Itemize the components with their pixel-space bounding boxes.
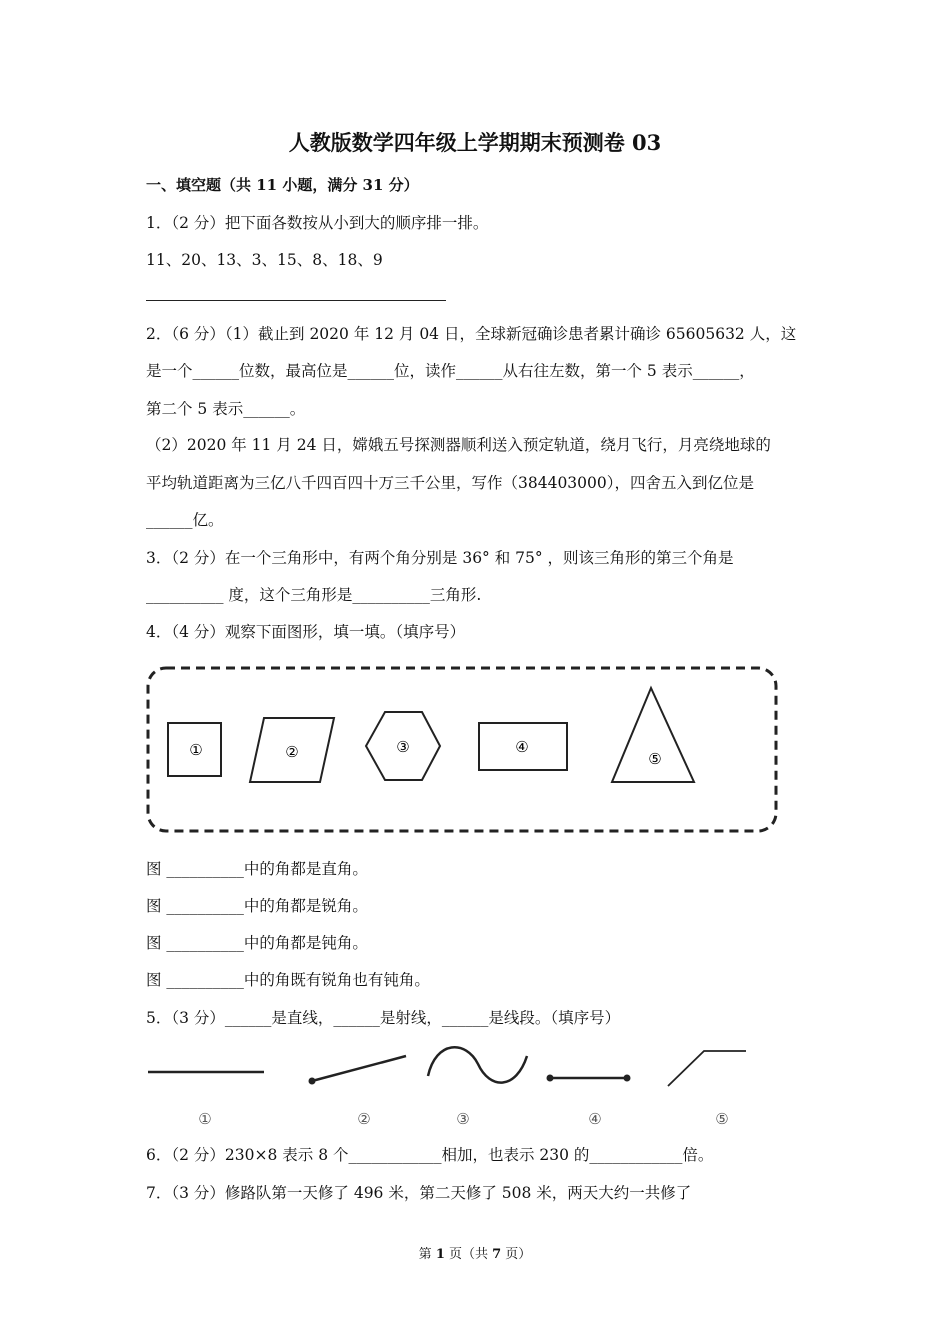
line-label-5: ⑤ [715,1110,729,1128]
line-figure-5 [668,1051,746,1086]
question-2-line-3: 第二个 5 表示______。 [146,400,306,418]
question-4-blank-mixed-angles: 图 __________中的角既有锐角也有钝角。 [146,971,430,989]
question-2-line-6: ______亿。 [146,511,224,529]
footer-middle: 页（共 [444,1247,493,1262]
shape-label-2: ② [285,743,299,761]
section-heading: 一、填空题（共 11 小题，满分 31 分） [146,176,419,194]
line-label-1: ① [198,1110,212,1128]
question-2-line-5: 平均轨道距离为三亿八千四百四十万三千公里，写作（384403000），四舍五入到亿位是 [146,474,755,492]
shape-label-5: ⑤ [648,750,662,768]
page-title: 人教版数学四年级上学期期末预测卷 03 [288,130,662,155]
question-4-blank-right-angles: 图 __________中的角都是直角。 [146,860,368,878]
question-2-line-1: 2．（6 分）（1）截止到 2020 年 12 月 04 日，全球新冠确诊患者累计确诊 65605632 人，这 [146,325,797,343]
shape-label-1: ① [189,741,203,759]
question-4-blank-acute-angles: 图 __________中的角都是锐角。 [146,897,368,915]
question-2-line-4: （2）2020 年 11 月 24 日，嫦娥五号探测器顺利送入预定轨道，绕月飞行，月亮绕地球的 [146,436,771,454]
question-5-text: 5．（3 分）______是直线，______是射线，______是线段。（填序号） [146,1009,621,1027]
question-7-text: 7．（3 分）修路队第一天修了 496 米，第二天修了 508 米，两天大约一共修了 [146,1184,692,1202]
line-figure-2 [312,1056,406,1081]
question-3-line-2: __________ 度，这个三角形是__________三角形. [146,586,482,604]
footer-total-pages: 7 [492,1247,502,1262]
line-label-2: ② [357,1110,371,1128]
line-label-4: ④ [588,1110,602,1128]
shape-label-4: ④ [515,738,529,756]
question-1-numbers: 11、20、13、3、15、8、18、9 [146,251,383,269]
footer-prefix: 第 [418,1247,436,1262]
question-3-line-1: 3．（2 分）在一个三角形中，有两个角分别是 36° 和 75° ，则该三角形的第三个角是 [146,549,734,567]
question-4-blank-obtuse-angles: 图 __________中的角都是钝角。 [146,934,368,952]
question-2-line-2: 是一个______位数，最高位是______位，读作______从右往左数，第一个 5 表示______， [146,362,755,380]
page-footer [0,1246,950,1264]
line-figure-3 [428,1047,527,1082]
footer-page-number: 1 [435,1247,445,1262]
question-6-text: 6．（2 分）230×8 表示 8 个____________相加，也表示 230 的____________倍。 [146,1146,714,1164]
question-1-text: 1．（2 分）把下面各数按从小到大的顺序排一排。 [146,214,489,232]
shape-label-3: ③ [396,738,410,756]
footer-suffix: 页） [501,1247,532,1262]
line-label-3: ③ [456,1110,470,1128]
question-4-text: 4．（4 分）观察下面图形，填一填。（填序号） [146,623,466,641]
